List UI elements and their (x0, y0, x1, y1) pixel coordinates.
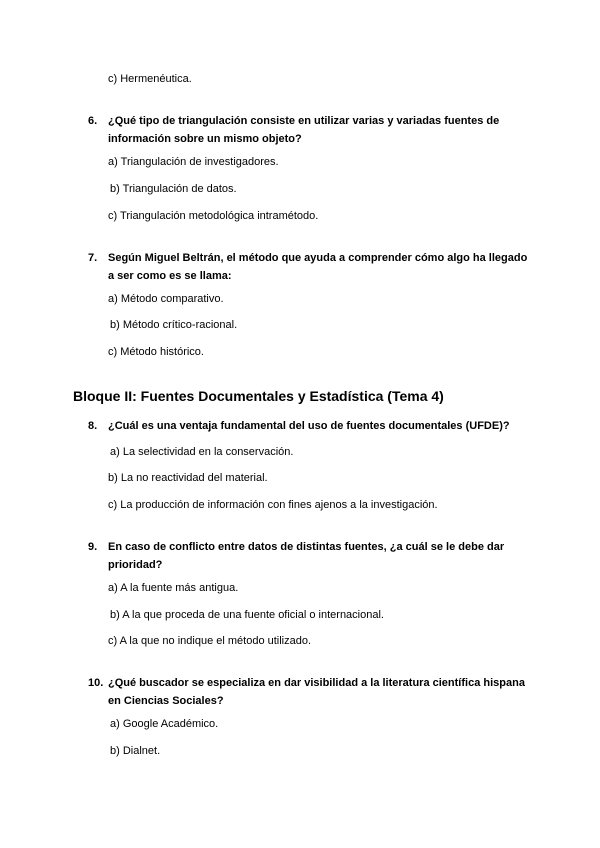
question-10-number: 10. (88, 677, 104, 689)
option-6a: a) Triangulación de investigadores. (108, 156, 279, 168)
question-7-text: Según Miguel Beltrán, el método que ayuda a comprender cómo algo ha llegado a ser como es se llama: (108, 252, 528, 282)
option-8c: c) La producción de información con fines ajenos a la investigación. (108, 499, 438, 511)
option-7a: a) Método comparativo. (108, 293, 224, 305)
option-7b: b) Método crítico-racional. (110, 319, 238, 331)
question-6-number: 6. (88, 115, 98, 127)
question-6-text: ¿Qué tipo de triangulación consiste en utilizar varias y variadas fuentes de información sobre un mismo objeto? (108, 115, 500, 145)
option-10a: a) Google Académico. (110, 718, 219, 730)
block-2-heading: Bloque II: Fuentes Documentales y Estadística (Tema 4) (73, 388, 444, 404)
option-9b: b) A la que proceda de una fuente oficial o internacional. (110, 609, 384, 621)
option-9c: c) A la que no indique el método utilizado. (108, 635, 312, 647)
option-6b: b) Triangulación de datos. (110, 183, 237, 195)
question-10-text: ¿Qué buscador se especializa en dar visibilidad a la literatura científica hispana en Ciencias Sociales? (108, 677, 525, 707)
option-8a: a) La selectividad en la conservación. (110, 446, 294, 458)
question-7-number: 7. (88, 252, 98, 264)
option-9a: a) A la fuente más antigua. (108, 582, 239, 594)
option-5c: c) Hermenéutica. (108, 73, 192, 85)
option-10b: b) Dialnet. (110, 745, 161, 757)
question-8-text: ¿Cuál es una ventaja fundamental del uso de fuentes documentales (UFDE)? (108, 420, 510, 432)
question-9-number: 9. (88, 541, 98, 553)
question-8-number: 8. (88, 420, 98, 432)
option-7c: c) Método histórico. (108, 346, 204, 358)
option-8b: b) La no reactividad del material. (108, 472, 268, 484)
option-6c: c) Triangulación metodológica intramétodo. (108, 210, 319, 222)
question-9-text: En caso de conflicto entre datos de distintas fuentes, ¿a cuál se le debe dar prioridad? (108, 541, 505, 571)
